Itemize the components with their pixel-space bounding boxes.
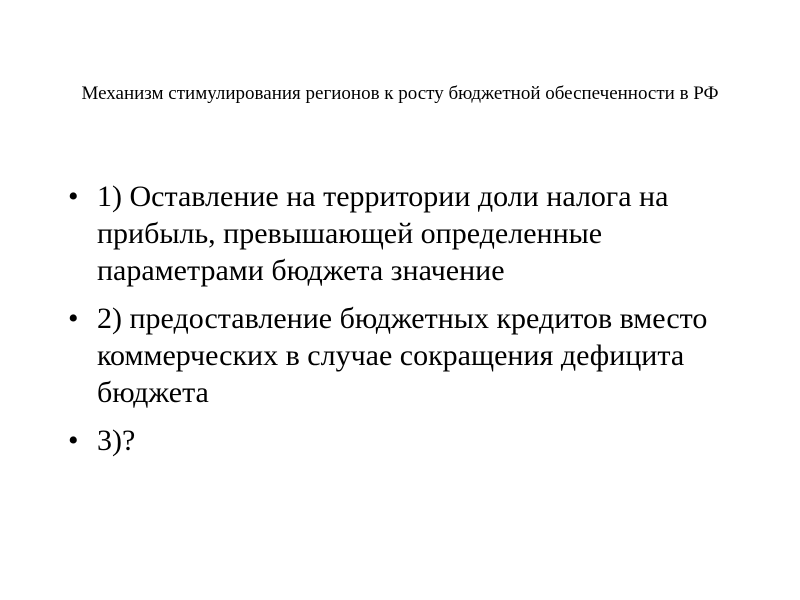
bullet-item-2 <box>62 300 762 411</box>
bullet-dot-icon: • <box>68 302 79 335</box>
bullet-text-1: 1) Оставление на территории доли налога на прибыль, превышающей определенные параметрами бюджета значение <box>97 180 669 287</box>
bullet-list <box>62 178 762 470</box>
bullet-text-2: 2) предоставление бюджетных кредитов вместо коммерческих в случае сокращения дефицита бюджета <box>97 302 708 409</box>
slide-title: Механизм стимулирования регионов к росту бюджетной обеспеченности в РФ <box>81 83 719 104</box>
bullet-item-1 <box>62 178 762 289</box>
bullet-item-3 <box>62 422 762 459</box>
bullet-text-3: 3)? <box>97 424 136 457</box>
bullet-dot-icon: • <box>68 180 79 213</box>
bullet-dot-icon: • <box>68 424 79 457</box>
